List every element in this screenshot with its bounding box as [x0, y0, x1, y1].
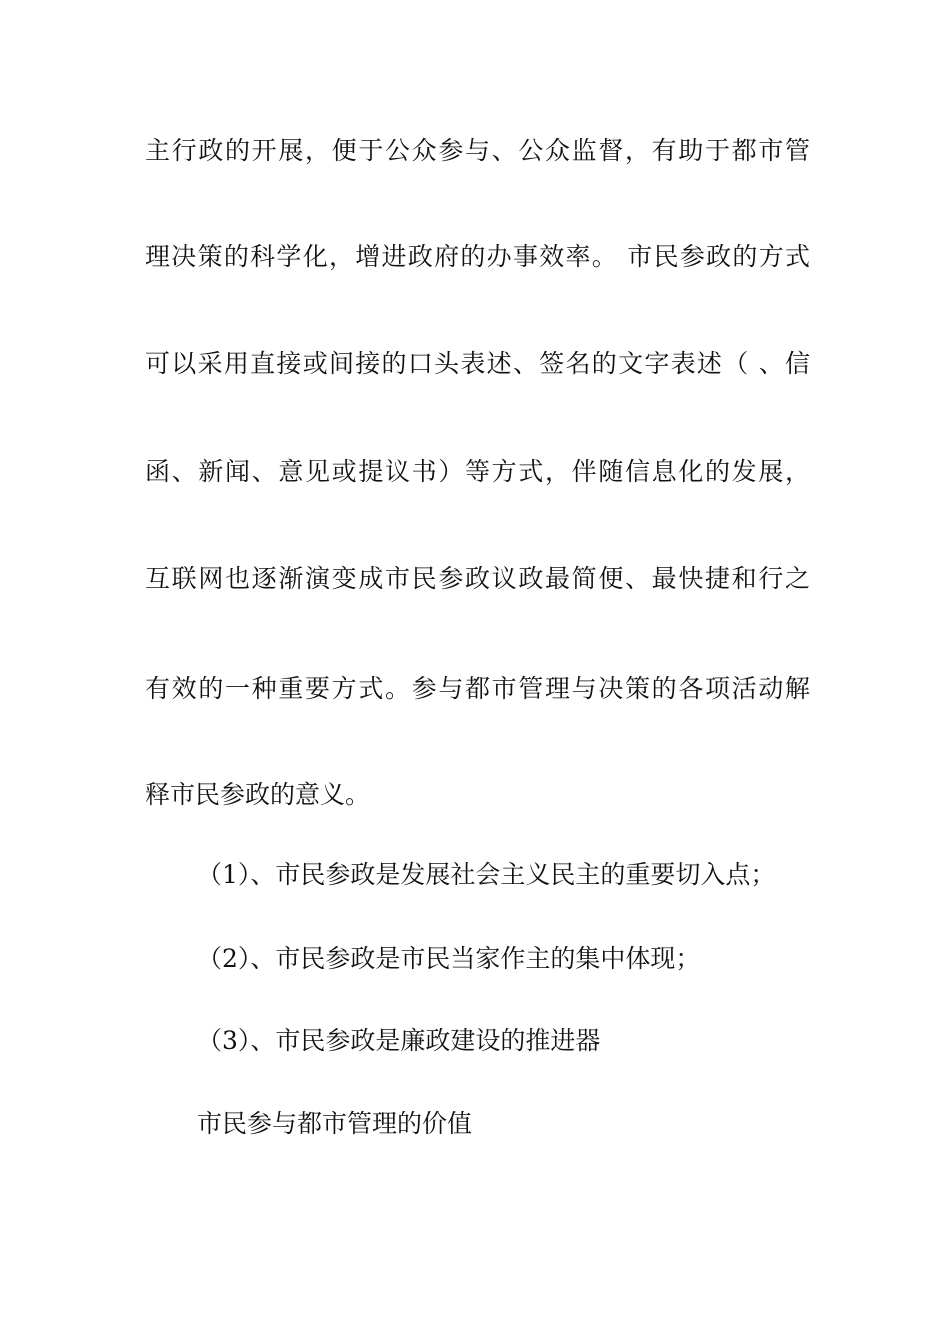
paragraph-line-4: 函、新闻、意见或提议书）等方式，伴随信息化的发展， [145, 457, 810, 486]
paragraph-line-2: 理决策的科学化，增进政府的办事效率。 市民参政的方式 [145, 242, 810, 271]
paragraph-line-7: 释市民参政的意义。 [145, 780, 371, 809]
paragraph-line-6: 有效的一种重要方式。参与都市管理与决策的各项活动解 [145, 674, 810, 703]
paragraph-line-1: 主行政的开展，便于公众参与、公众监督，有助于都市管 [145, 136, 810, 165]
paragraph-line-5: 互联网也逐渐演变成市民参政议政最简便、最快捷和行之 [145, 564, 810, 593]
paragraph-line-3: 可以采用直接或间接的口头表述、签名的文字表述（ 、信 [145, 349, 810, 378]
section-heading: 市民参与都市管理的价值 [197, 1109, 473, 1138]
list-item-1: （1）、市民参政是发展社会主义民主的重要切入点； [197, 860, 776, 889]
list-item-3: （3）、市民参政是廉政建设的推进器 [197, 1026, 601, 1055]
list-item-2: （2）、市民参政是市民当家作主的集中体现； [197, 944, 701, 973]
